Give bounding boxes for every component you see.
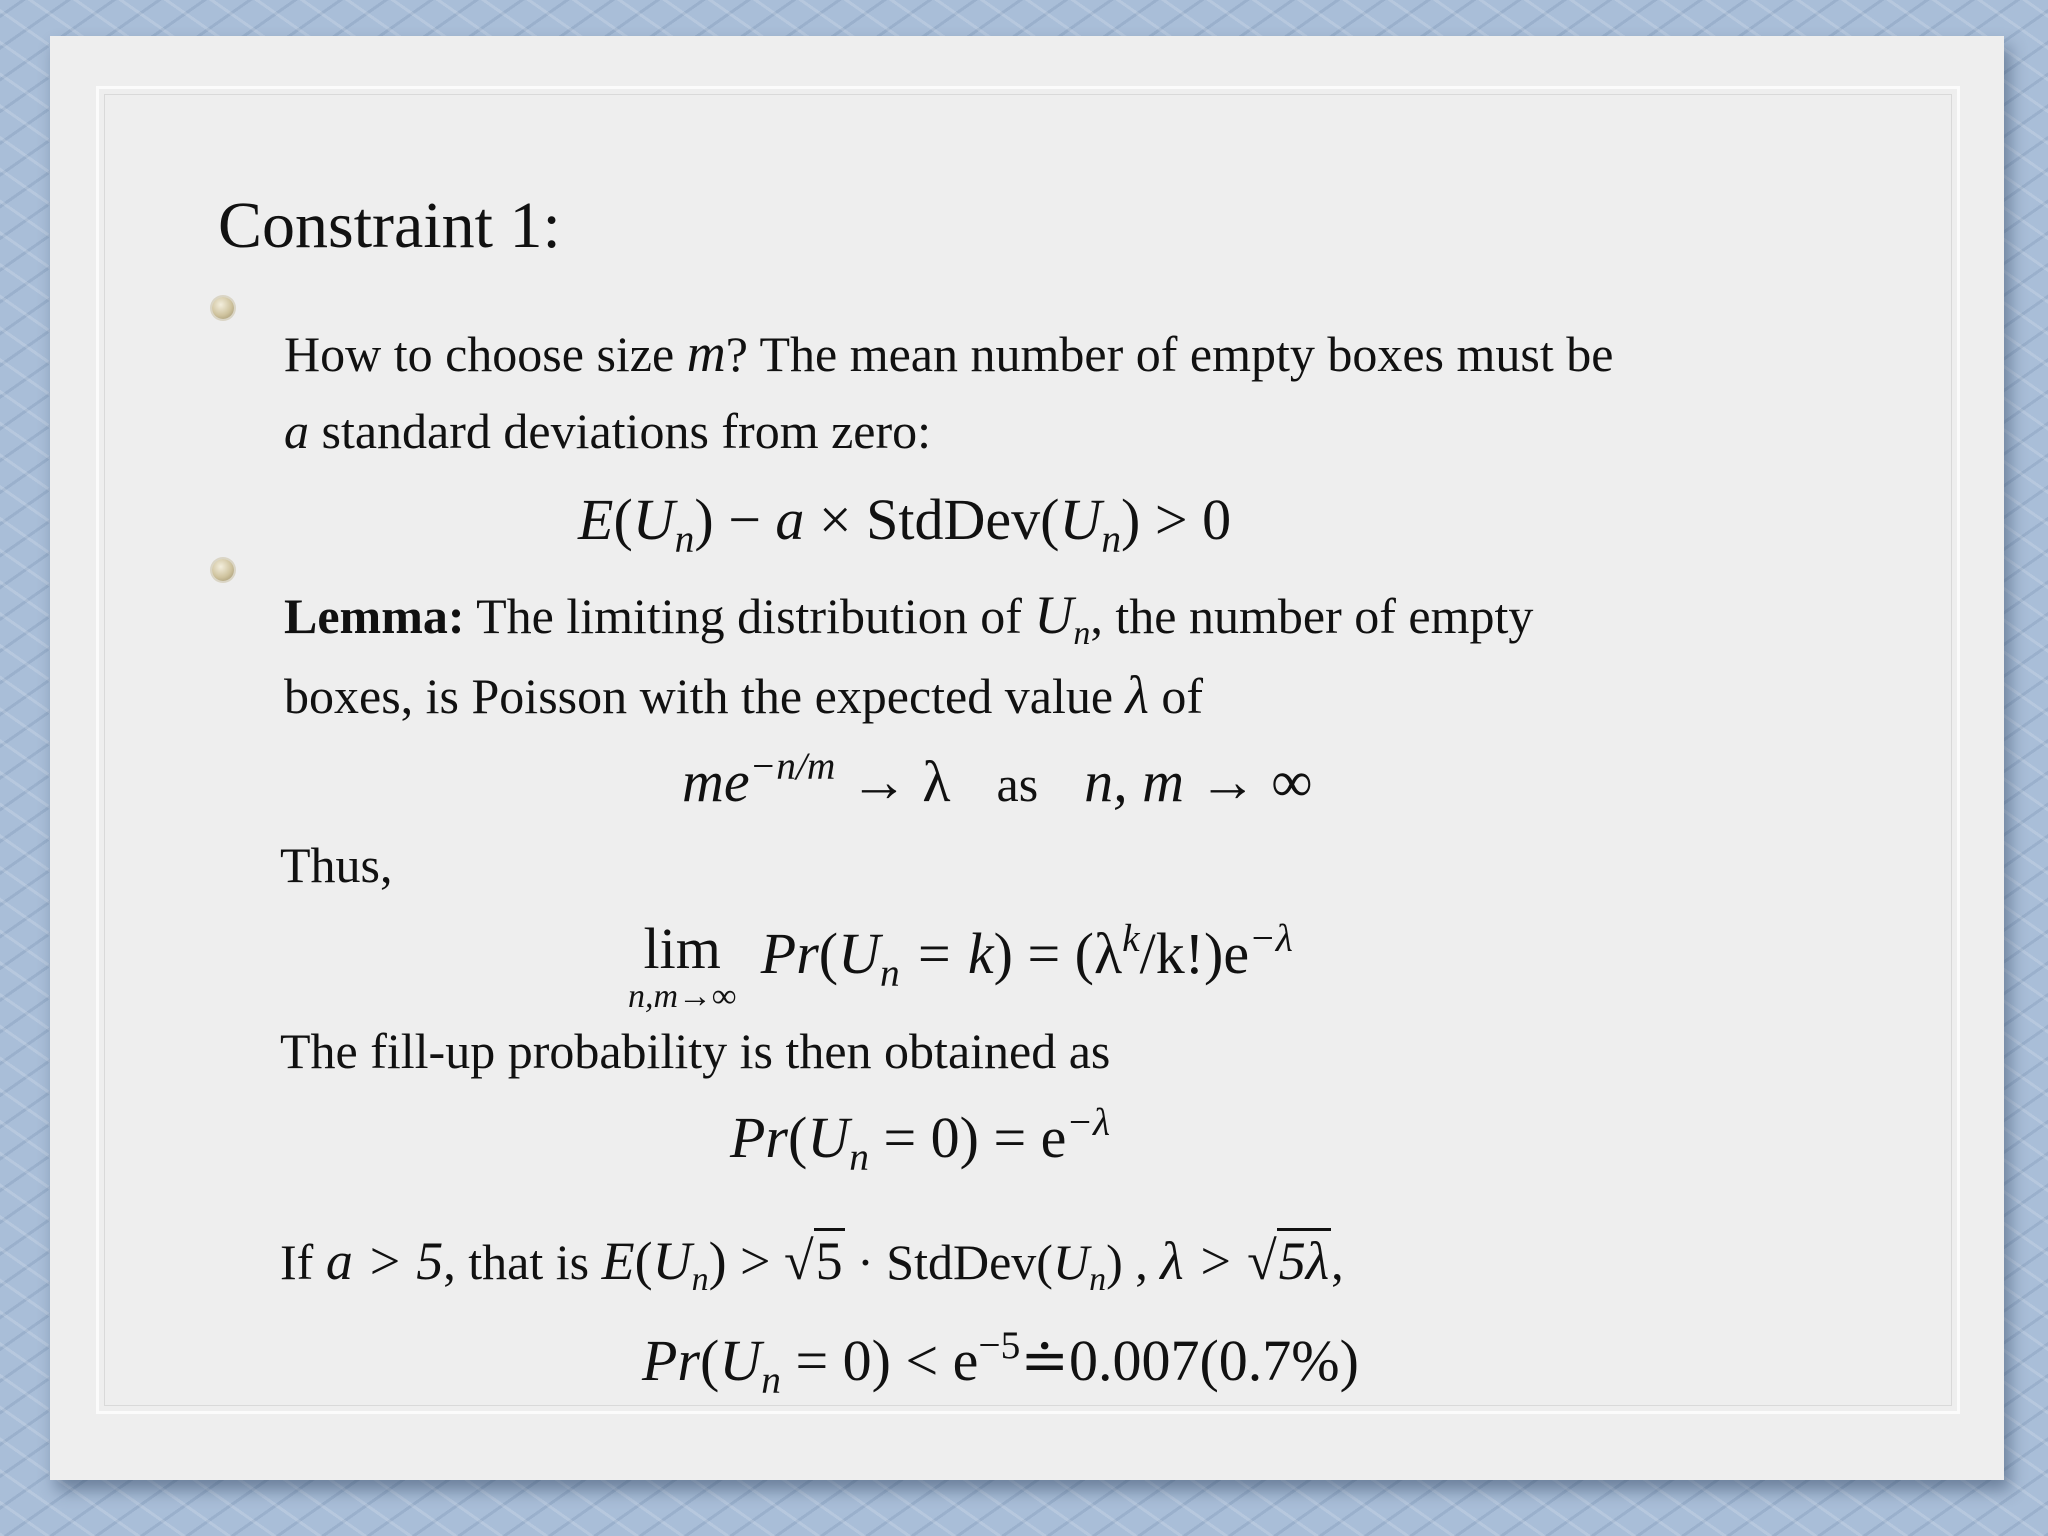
if-open: (	[634, 1231, 653, 1291]
bullet-2-text-a: The limiting distribution of	[464, 588, 1035, 644]
bullet-2-line-1	[284, 584, 1534, 652]
if-a-gt-5: a > 5	[325, 1231, 444, 1291]
if-text: If	[280, 1234, 326, 1290]
eq1-n: n	[674, 516, 695, 561]
eq5-open: (	[700, 1328, 720, 1393]
if-close: )	[1106, 1234, 1123, 1290]
equation-limit-probability	[628, 916, 1293, 1015]
eq1-minus: ) −	[694, 487, 776, 552]
sqrt-5: √5	[784, 1230, 845, 1292]
eq2-exponent: −n/m	[749, 744, 836, 789]
if-U2: U	[1052, 1234, 1090, 1290]
var-a: a	[284, 403, 309, 459]
eq1-U2: U	[1059, 487, 1102, 552]
eq5-n: n	[761, 1357, 781, 1402]
bullet-2-U: U	[1034, 585, 1074, 645]
eq4-exponent: −λ	[1066, 1100, 1111, 1145]
if-end-comma: ,	[1331, 1234, 1344, 1290]
bullet-2-text-c: boxes, is Poisson with the expected value	[284, 668, 1126, 724]
eq2-nm: n, m	[1084, 749, 1185, 814]
fill-up-text: The fill-up probability is then obtained as	[280, 1023, 1111, 1079]
sqrt-5-lambda: √5λ	[1247, 1230, 1331, 1292]
bullet-2-line-2	[284, 664, 1203, 726]
eq3-mid: ) = (λ	[993, 921, 1123, 986]
eq3-lim: lim	[643, 916, 721, 981]
sqrt-5-lambda-radicand: 5λ	[1277, 1228, 1331, 1291]
equation-probability-bound	[642, 1323, 1359, 1402]
eq1-a: a	[775, 487, 805, 552]
eq3-Pr: Pr	[760, 921, 819, 986]
bullet-2-lambda: λ	[1125, 665, 1149, 725]
eq2-arrow-lambda: → λ	[835, 749, 951, 814]
eq3-open: (	[818, 921, 839, 986]
eq4-Pr: Pr	[730, 1105, 788, 1170]
equation-expected-minus-stddev	[578, 486, 1232, 561]
if-n: n	[691, 1260, 709, 1298]
bullet-1-line-1	[284, 322, 1613, 384]
eq3-lim-block	[628, 916, 737, 1015]
thus-text: Thus,	[280, 837, 393, 893]
if-stddev: · StdDev(	[844, 1234, 1053, 1290]
eq3-lim-subscript: n,m→∞	[628, 978, 737, 1015]
if-condition-line	[280, 1230, 1344, 1298]
eq2-me: me	[682, 749, 750, 814]
eq3-kfact: /k!)e	[1139, 921, 1250, 986]
if-n2: n	[1089, 1260, 1107, 1298]
eq5-mid: = 0) < e	[780, 1328, 979, 1393]
eq3-k: k	[1122, 916, 1140, 961]
eq1-E: E	[578, 487, 614, 552]
sqrt-5-radicand: 5	[814, 1228, 845, 1291]
eq1-n2: n	[1101, 516, 1122, 561]
bullet-1-line-2	[284, 402, 931, 460]
eq3-n: n	[880, 950, 900, 995]
eq1-open: (	[613, 487, 633, 552]
eq2-infinity: → ∞	[1184, 749, 1313, 814]
if-E: E	[601, 1231, 635, 1291]
if-gt: ) >	[708, 1231, 785, 1291]
bullet-1-text-a: How to choose size	[284, 326, 687, 382]
eq3-exponent: −λ	[1249, 916, 1293, 961]
eq4-open: (	[788, 1105, 808, 1170]
eq4-n: n	[849, 1134, 869, 1179]
eq1-U: U	[632, 487, 675, 552]
bullet-2-text-d: of	[1148, 668, 1204, 724]
bullet-1-text-b: ? The mean number of empty boxes must be	[725, 326, 1614, 382]
eq4-mid: = 0) = e	[868, 1105, 1067, 1170]
bullet-2-n: n	[1073, 614, 1091, 652]
if-comma: ,	[1122, 1234, 1161, 1290]
eq5-U: U	[719, 1328, 762, 1393]
slide-title: Constraint 1:	[218, 189, 561, 262]
eq3-eq-k: = k	[899, 921, 994, 986]
bullet-2-icon	[212, 559, 234, 581]
eq5-Pr: Pr	[642, 1328, 700, 1393]
if-that-is: , that is	[443, 1234, 602, 1290]
eq3-U: U	[838, 921, 881, 986]
slide	[50, 36, 2004, 1480]
lemma-label: Lemma:	[284, 588, 465, 644]
if-U: U	[652, 1231, 692, 1291]
equation-fill-up-probability	[730, 1100, 1111, 1179]
bullet-1-text-c: standard deviations from zero:	[309, 403, 932, 459]
bullet-2-text-b: , the number of empty	[1090, 588, 1534, 644]
equation-poisson-limit	[682, 744, 1313, 815]
eq2-as: as	[996, 756, 1039, 812]
eq1-tail: ) > 0	[1121, 487, 1232, 552]
eq4-U: U	[807, 1105, 850, 1170]
var-m: m	[686, 323, 726, 383]
eq5-exponent: −5	[978, 1323, 1021, 1368]
if-lambda-gt: λ >	[1160, 1231, 1248, 1291]
eq1-times: × StdDev(	[804, 487, 1060, 552]
eq5-tail: ≐0.007(0.7%)	[1020, 1328, 1359, 1393]
bullet-1-icon	[212, 297, 234, 319]
